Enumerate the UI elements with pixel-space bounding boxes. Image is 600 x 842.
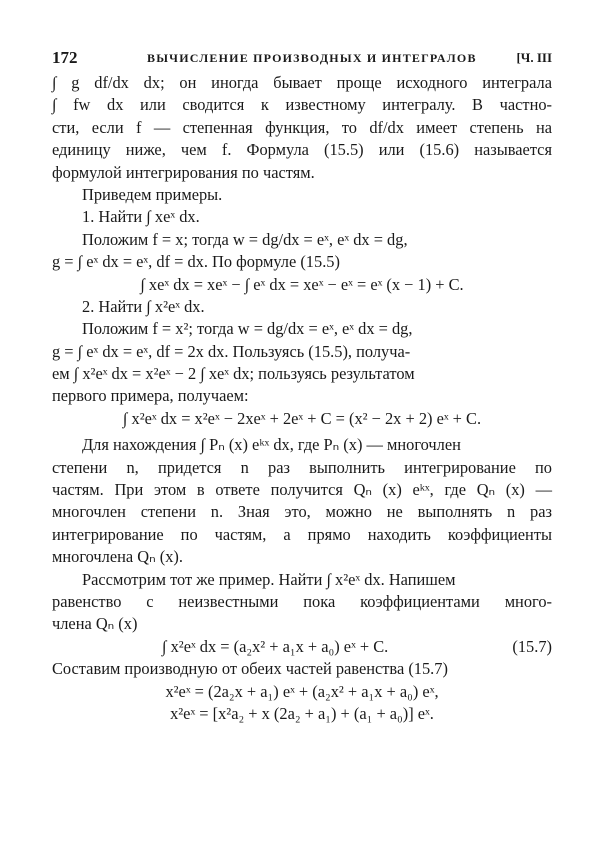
text-line: многочлена Qₙ (x).	[52, 547, 183, 567]
text-line: формулой интегрирования по частям.	[52, 162, 315, 182]
text-line: сти, если f — степенная функция, то df/dx имеет степень на	[52, 117, 552, 137]
equation: x²eˣ = [x²a₂ + x (2a₂ + a₁) + (a₁ + a₀)] eˣ.	[170, 703, 434, 723]
text-line: ∫ fw dx или сводится к известному интегралу. В частно-	[52, 95, 552, 115]
text-line: степени n, придется n раз выполнить интегрирование по	[52, 457, 552, 477]
text-line: интегрирование по частям, а прямо находить коэффициенты	[52, 524, 552, 544]
text-line: члена Qₙ (x)	[52, 614, 138, 634]
running-title: ВЫЧИСЛЕНИЕ ПРОИЗВОДНЫХ И ИНТЕГРАЛОВ	[147, 51, 477, 65]
page	[52, 44, 552, 725]
running-header	[52, 44, 552, 72]
text-line: многочлен степени n. Зная это, можно не выполнять n раз	[52, 502, 552, 522]
text-line: ем ∫ x²eˣ dx = x²eˣ − 2 ∫ xeˣ dx; пользуясь результатом	[52, 364, 415, 384]
equation: ∫ x²eˣ dx = (a₂x² + a₁x + a₀) eˣ + C.	[162, 636, 389, 656]
text-line: Рассмотрим тот же пример. Найти ∫ x²eˣ dx. Напишем	[82, 569, 456, 589]
text-line: Составим производную от обеих частей равенства (15.7)	[52, 659, 448, 679]
text-line: Приведем примеры.	[82, 184, 223, 204]
example-heading: 2. Найти ∫ x²eˣ dx.	[82, 296, 205, 316]
text-line: g = ∫ eˣ dx = eˣ, df = 2x dx. Пользуясь (15.5), получа-	[52, 341, 411, 361]
page-number: 172	[52, 48, 78, 67]
equation: x²eˣ = (2a₂x + a₁) eˣ + (a₂x² + a₁x + a₀) eˣ,	[165, 681, 439, 701]
text-line: g = ∫ eˣ dx = eˣ, df = dx. По формуле (15.5)	[52, 252, 340, 272]
text-line: единицу ниже, чем f. Формула (15.5) или (15.6) называется	[52, 140, 552, 160]
equation: ∫ xeˣ dx = xeˣ − ∫ eˣ dx = xeˣ − eˣ = eˣ (x − 1) + C.	[140, 274, 464, 294]
text-line: первого примера, получаем:	[52, 386, 249, 406]
equation-number: (15.7)	[512, 636, 552, 656]
text-line: Для нахождения ∫ Pₙ (x) eᵏˣ dx, где Pₙ (x) — многочлен	[82, 435, 461, 455]
equation: ∫ x²eˣ dx = x²eˣ − 2xeˣ + 2eˣ + C = (x² − 2x + 2) eˣ + C.	[122, 408, 482, 428]
chapter-marker: [Ч. III	[516, 50, 552, 65]
text-line: частям. При этом в ответе получится Qₙ (x) eᵏˣ, где Qₙ (x) —	[52, 480, 552, 500]
example-heading: 1. Найти ∫ xeˣ dx.	[82, 207, 200, 227]
text-line: ∫ g df/dx dx; он иногда бывает проще исходного интеграла	[52, 73, 552, 92]
text-line: равенство с неизвестными пока коэффициентами много-	[52, 591, 552, 611]
text-line: Положим f = x; тогда w = dg/dx = eˣ, eˣ dx = dg,	[82, 229, 408, 249]
text-line: Положим f = x²; тогда w = dg/dx = eˣ, eˣ dx = dg,	[82, 319, 413, 339]
numbered-equation	[52, 636, 552, 658]
page-body	[52, 72, 552, 725]
